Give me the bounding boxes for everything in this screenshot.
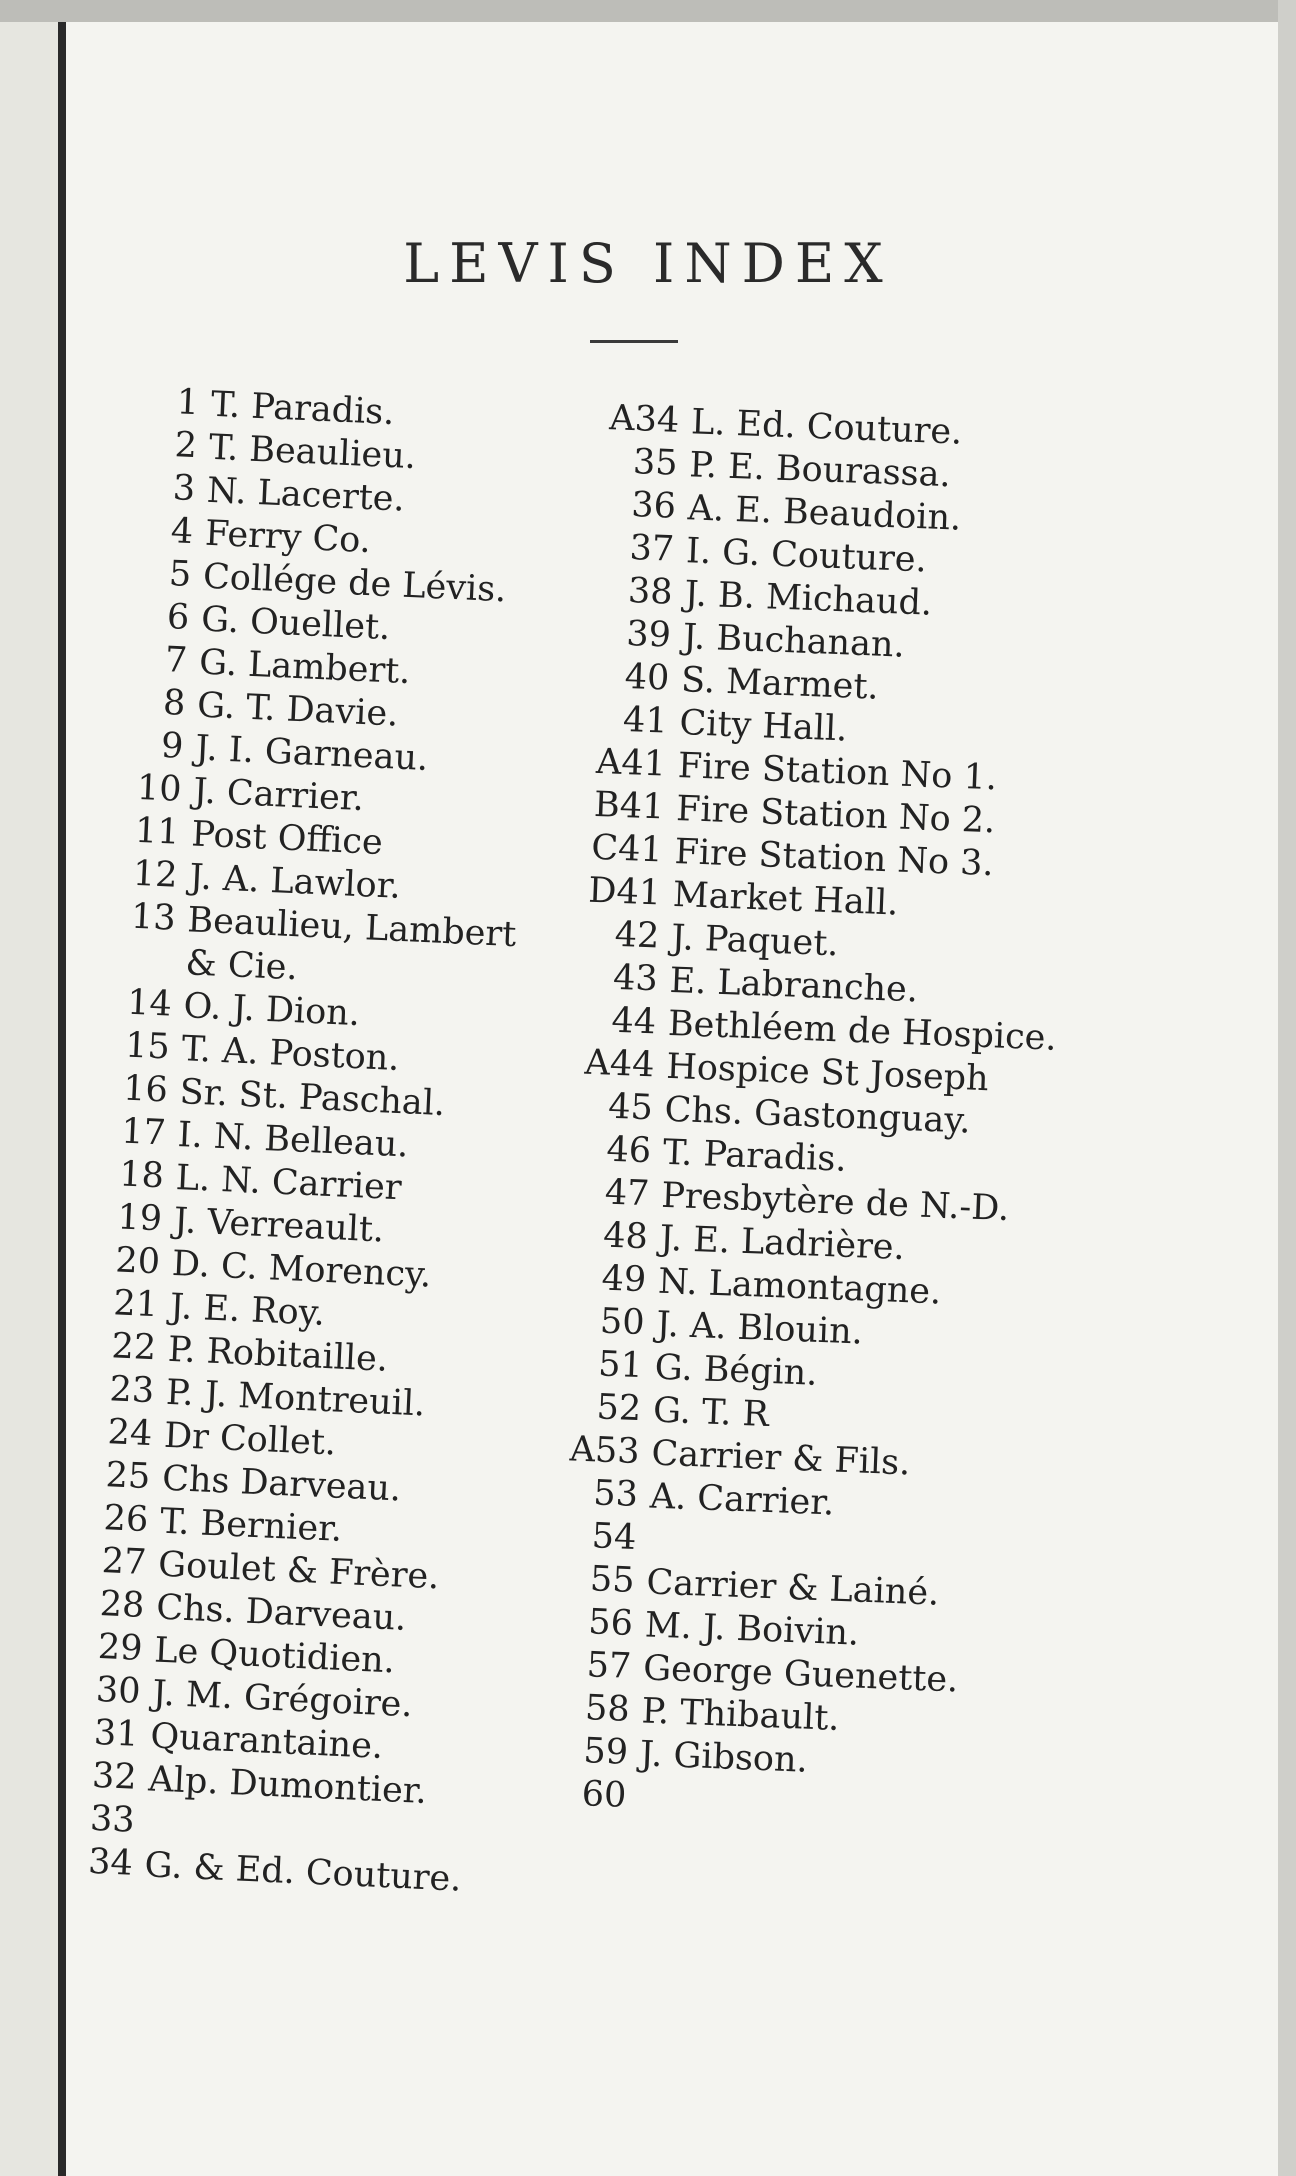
entry-number: 42: [614, 914, 661, 957]
entry-number: 3: [171, 468, 197, 510]
entry-number: 55: [589, 1559, 636, 1601]
entry-number: 9: [160, 725, 185, 767]
entry-name: J. A. Lawlor.: [188, 857, 402, 907]
entry-name: Goulet & Frère.: [157, 1544, 441, 1598]
entry-name: George Guenette.: [642, 1648, 959, 1701]
entry-name: Fire Station No 3.: [673, 831, 995, 885]
entry-name: G. T. R: [652, 1390, 770, 1435]
entry-number: 49: [600, 1258, 647, 1301]
entry-number: 15: [124, 1025, 171, 1068]
entry-number: 34: [87, 1841, 134, 1884]
entry-number: 48: [602, 1215, 649, 1258]
entry-name: I. N. Belleau.: [176, 1115, 410, 1166]
entry-number: 11: [134, 810, 181, 853]
entry-name: E. Labranche.: [668, 960, 919, 1011]
entry-number: 17: [120, 1111, 167, 1154]
entry-number: 18: [118, 1154, 165, 1197]
entry-number: 32: [91, 1755, 138, 1798]
entry-number: 31: [93, 1712, 140, 1755]
entry-name: Presbytère de N.-D.: [660, 1175, 1010, 1230]
entry-number: 57: [586, 1645, 633, 1687]
entry-number: 36: [630, 485, 677, 527]
entry-name: J. B. Michaud.: [683, 574, 933, 624]
entry-number: 50: [599, 1301, 646, 1344]
index-column-left: [60, 380, 582, 1904]
entry-number: 52: [595, 1387, 642, 1430]
entry-number: 28: [98, 1584, 146, 1626]
entry-name: Carrier & Fils.: [650, 1433, 912, 1484]
entry-number: A44: [583, 1042, 656, 1086]
entry-number: 25: [104, 1455, 152, 1498]
entry-number: 24: [106, 1412, 154, 1455]
entry-name: Ferry Co.: [204, 513, 372, 562]
entry-name: G. Bégin.: [654, 1347, 819, 1394]
entry-name: Chs. Darveau.: [155, 1587, 408, 1639]
entry-number: 44: [610, 1000, 657, 1043]
entry-number: 47: [604, 1172, 651, 1215]
entry-name: J. Verreault.: [172, 1200, 385, 1251]
entry-number: 10: [136, 767, 183, 810]
entry-name: O. J. Dion.: [182, 986, 361, 1035]
entry-name: Post Office: [190, 814, 384, 864]
entry-name: J. E. Roy.: [169, 1286, 326, 1334]
entry-number: 40: [623, 656, 671, 699]
entry-name: J. I. Garneau.: [194, 728, 430, 779]
entry-number: 59: [582, 1731, 629, 1773]
entry-number: 54: [590, 1516, 638, 1558]
entry-number: 27: [100, 1541, 148, 1584]
entry-name: P. J. Montreuil.: [165, 1372, 427, 1425]
entry-name: Carrier & Lainé.: [645, 1562, 940, 1614]
entry-number: 8: [162, 682, 187, 724]
entry-number: 43: [612, 957, 659, 1000]
entry-name: T. Paradis.: [662, 1132, 848, 1180]
top-scan-strip: [0, 0, 1296, 22]
entry-number: 6: [166, 597, 191, 639]
entry-name: Sr. St. Paschal.: [178, 1072, 446, 1125]
entry-name: Beaulieu, Lambert & Cie.: [184, 900, 518, 989]
entry-name: J. Buchanan.: [682, 617, 906, 666]
entry-name: N. Lamontagne.: [657, 1261, 942, 1313]
entry-name: City Hall.: [678, 703, 849, 750]
entry-number: 60: [581, 1774, 628, 1816]
page-left-margin: [0, 0, 58, 2176]
entry-name: J. A. Blouin.: [655, 1304, 864, 1353]
entry-number: A34: [608, 398, 680, 441]
entry-name: G. Ouellet.: [200, 599, 392, 649]
entry-number: 13: [130, 896, 177, 939]
entry-name: Bethléem de Hospice.: [667, 1003, 1058, 1059]
entry-number: 29: [97, 1626, 144, 1669]
entry-name: J. Carrier.: [192, 771, 365, 820]
entry-name: Collége de Lévis.: [202, 556, 508, 611]
entry-name: T. Bernier.: [159, 1501, 344, 1550]
entry-name: Alp. Dumontier.: [147, 1759, 428, 1812]
entry-number: 53: [592, 1473, 639, 1516]
entry-number: 51: [597, 1344, 644, 1387]
entry-number: 1: [175, 382, 200, 424]
entry-number: 30: [95, 1669, 142, 1712]
entry-number: 46: [605, 1129, 652, 1172]
entry-name: Market Hall.: [672, 874, 900, 924]
entry-name: L. Ed. Couture.: [690, 402, 963, 453]
entry-number: 20: [114, 1240, 161, 1283]
entry-name: T. Paradis.: [210, 384, 396, 434]
entry-number: 58: [584, 1688, 631, 1730]
entry-name: M. J. Boivin.: [644, 1605, 860, 1654]
entry-name: D. C. Morency.: [171, 1243, 433, 1296]
entry-name: G. T. Davie.: [196, 685, 400, 735]
entry-name: P. Robitaille.: [167, 1329, 389, 1380]
entry-name: Chs. Gastonguay.: [663, 1089, 972, 1142]
entry-name: P. E. Bourassa.: [688, 445, 952, 496]
entry-name: A. E. Beaudoin.: [687, 488, 962, 539]
index-column-right: [552, 398, 1092, 1835]
entry-number: 35: [632, 442, 679, 484]
entry-number: 23: [108, 1369, 156, 1412]
title-rule: [590, 340, 678, 343]
entry-name: I. G. Couture.: [685, 531, 928, 581]
entry-number: 16: [122, 1068, 169, 1111]
entry-number: 39: [625, 613, 672, 656]
entry-name: Hospice St Joseph: [665, 1046, 990, 1100]
entry-number: 19: [116, 1197, 163, 1240]
entry-number: B41: [593, 784, 666, 828]
entry-number: 45: [607, 1086, 654, 1129]
entry-number: 22: [110, 1326, 158, 1369]
entry-name: T. Beaulieu.: [208, 427, 417, 478]
entry-name: G. Lambert.: [198, 642, 412, 693]
entry-number: D41: [587, 870, 662, 914]
entry-number: 7: [164, 639, 189, 681]
entry-number: 12: [132, 853, 179, 896]
entry-number: 33: [89, 1798, 136, 1841]
entry-number: 4: [170, 511, 195, 553]
entry-name: S. Marmet.: [680, 660, 880, 708]
entry-name: T. A. Poston.: [180, 1029, 401, 1079]
entry-name: L. N. Carrier: [174, 1158, 403, 1209]
entry-name: P. Thibault.: [640, 1691, 841, 1739]
entry-name: Quarantaine.: [149, 1716, 384, 1767]
entry-number: 2: [173, 425, 198, 467]
entry-name: Fire Station No 2.: [675, 789, 996, 842]
entry-number: 41: [622, 699, 669, 742]
entry-number: 38: [627, 571, 674, 613]
entry-name: A. Carrier.: [649, 1476, 836, 1524]
entry-name: J. M. Grégoire.: [151, 1673, 414, 1726]
entry-name: J. Paquet.: [670, 917, 840, 965]
entry-number: C41: [590, 827, 664, 871]
entry-number: A41: [595, 741, 667, 785]
entry-name: Chs Darveau.: [161, 1458, 402, 1510]
entry-number: 5: [168, 554, 193, 596]
entry-name: J. Gibson.: [639, 1734, 809, 1781]
entry-number: A53: [569, 1429, 641, 1473]
entry-number: 14: [126, 982, 173, 1025]
page-title: LEVIS INDEX: [403, 232, 893, 295]
entry-name: N. Lacerte.: [206, 470, 406, 520]
entry-name: Le Quotidien.: [153, 1630, 396, 1682]
entry-number: 21: [112, 1283, 159, 1326]
entry-name: J. E. Ladrière.: [658, 1218, 906, 1269]
entry-name: G. & Ed. Couture.: [143, 1845, 463, 1900]
entry-number: 56: [587, 1602, 634, 1644]
entry-name: Dr Collet.: [163, 1415, 337, 1464]
entry-name: Fire Station No 1.: [677, 746, 998, 799]
page-right-margin: [1278, 0, 1296, 2176]
entry-number: 37: [628, 528, 675, 570]
entry-number: 26: [102, 1498, 150, 1541]
